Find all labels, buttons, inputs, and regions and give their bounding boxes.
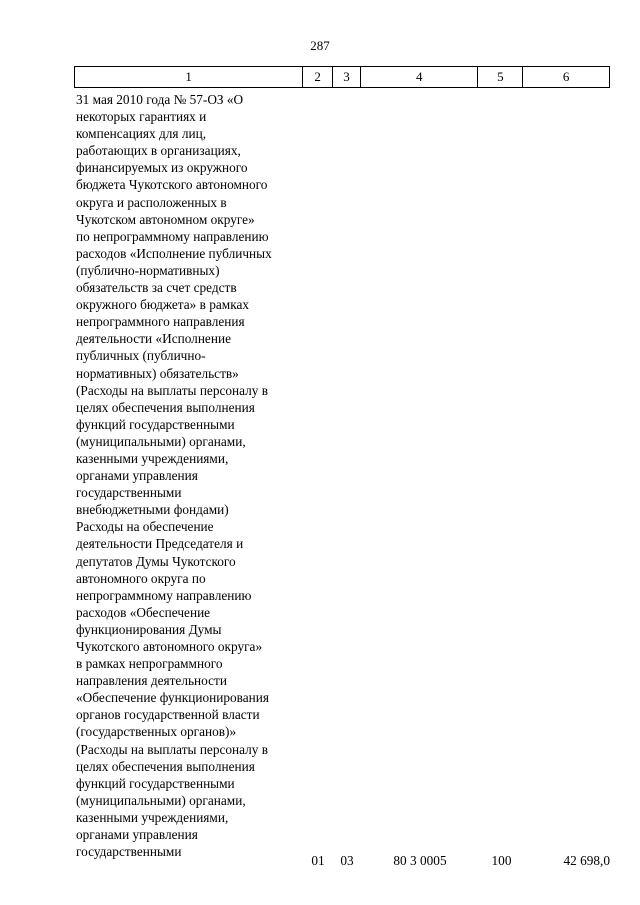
description-line: (муниципальными) органами, bbox=[76, 792, 246, 808]
description-line: финансируемых из окружного bbox=[76, 160, 248, 176]
expense-type-code: 100 bbox=[491, 853, 512, 868]
description-line: (Расходы на выплаты персоналу в bbox=[76, 382, 269, 398]
description-line: целях обеспечения выполнения bbox=[76, 399, 255, 415]
description-line: по непрограммному направлению bbox=[76, 228, 269, 244]
description-line: Чукотском автономном округе» bbox=[76, 211, 255, 227]
description-line: (публично-нормативных) bbox=[76, 262, 220, 278]
header-cell-1: 1 bbox=[75, 67, 303, 87]
description-line: обязательств за счет средств bbox=[76, 280, 237, 296]
description-line: функций государственными bbox=[76, 416, 235, 432]
subsection-code: 03 bbox=[340, 853, 354, 868]
header-cell-2: 2 bbox=[303, 67, 333, 87]
amount-value: 42 698,0 bbox=[563, 853, 610, 868]
description-line: округа и расположенных в bbox=[76, 194, 227, 210]
table-header-row bbox=[74, 66, 610, 88]
description-line: целях обеспечения выполнения bbox=[76, 758, 255, 774]
description-line: (муниципальными) органами, bbox=[76, 433, 246, 449]
description-line: (государственных органов)» bbox=[76, 724, 237, 740]
page-number: 287 bbox=[310, 38, 330, 53]
description-line: государственными bbox=[76, 485, 182, 501]
row-description bbox=[76, 91, 306, 860]
description-line: автономного округа по bbox=[76, 570, 206, 586]
target-article-code: 80 3 0005 bbox=[393, 853, 447, 868]
description-line: окружного бюджета» в рамках bbox=[76, 297, 250, 313]
section-code: 01 bbox=[311, 853, 325, 868]
header-cell-6: 6 bbox=[562, 69, 570, 84]
description-line: деятельности Председателя и bbox=[76, 536, 244, 552]
description-line: органами управления bbox=[76, 827, 198, 843]
description-line: расходов «Обеспечение bbox=[76, 604, 211, 620]
description-line: функций государственными bbox=[76, 775, 235, 791]
description-line: казенными учреждениями, bbox=[76, 450, 229, 466]
description-line: внебюджетными фондами) bbox=[76, 502, 229, 518]
description-line: нормативных) обязательств» bbox=[76, 365, 239, 381]
description-line: бюджета Чукотского автономного bbox=[76, 177, 268, 193]
description-line: органов государственной власти bbox=[76, 707, 260, 723]
description-line: непрограммному направлению bbox=[76, 587, 252, 603]
description-line: функционирования Думы bbox=[76, 621, 222, 637]
description-line: работающих в организациях, bbox=[76, 143, 241, 159]
description-line: деятельности «Исполнение bbox=[76, 331, 231, 347]
header-cell-5: 5 bbox=[478, 67, 523, 87]
header-cell-3: 3 bbox=[333, 67, 361, 87]
description-line: 31 мая 2010 года № 57-ОЗ «О bbox=[76, 92, 244, 107]
description-line: компенсациях для лиц, bbox=[76, 126, 207, 142]
description-line: направления деятельности bbox=[76, 673, 227, 689]
description-line: казенными учреждениями, bbox=[76, 809, 229, 825]
description-line: органами управления bbox=[76, 468, 198, 484]
description-line: государственными bbox=[76, 844, 182, 860]
description-line: некоторых гарантиях и bbox=[76, 109, 207, 125]
description-line: Расходы на обеспечение bbox=[76, 519, 214, 535]
description-line: депутатов Думы Чукотского bbox=[76, 553, 236, 569]
description-line: непрограммного направления bbox=[76, 314, 245, 330]
description-line: «Обеспечение функционирования bbox=[76, 690, 269, 706]
description-line: расходов «Исполнение публичных bbox=[76, 245, 272, 261]
description-line: в рамках непрограммного bbox=[76, 656, 223, 672]
header-cell-4: 4 bbox=[361, 67, 479, 87]
description-line: (Расходы на выплаты персоналу в bbox=[76, 741, 269, 757]
description-line: Чукотского автономного округа» bbox=[76, 639, 263, 654]
table-row bbox=[74, 852, 610, 870]
description-line: публичных (публично- bbox=[76, 348, 206, 364]
